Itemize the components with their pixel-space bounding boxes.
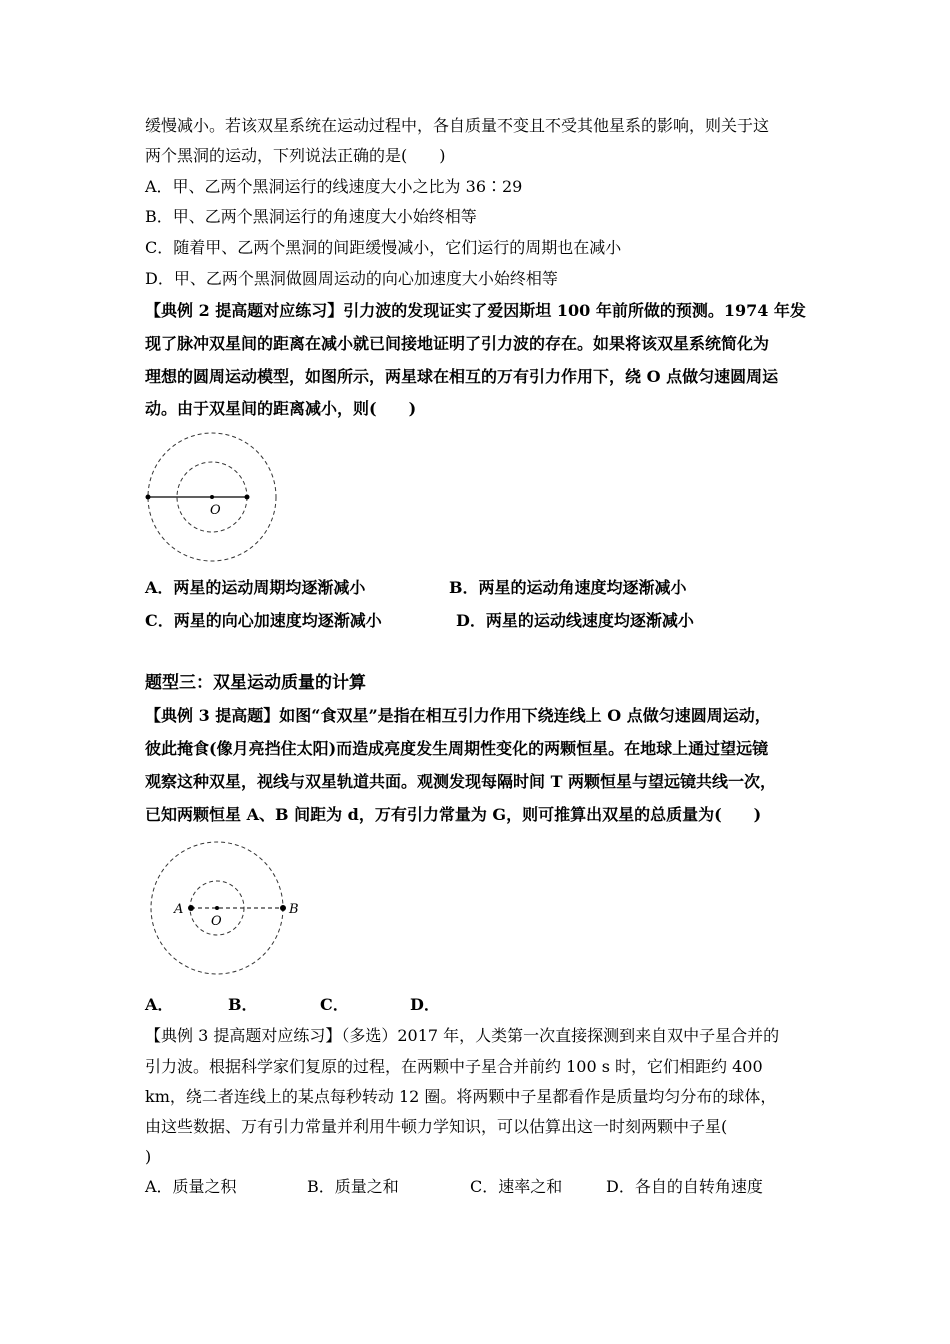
star-b-label: B	[289, 902, 299, 917]
q4-option-b: B．质量之和	[307, 1177, 399, 1196]
q3-eclipsing-binary-diagram	[145, 838, 315, 980]
star-a-dot	[188, 905, 194, 911]
star-a-label: A	[174, 902, 184, 917]
q2-stem-line-3: 理想的圆周运动模型，如图所示，两星球在相互的万有引力作用下，绕 O 点做匀速圆周运	[145, 367, 779, 386]
q3-option-d: D．	[410, 995, 440, 1014]
q1-option-d: D．甲、乙两个黑洞做圆周运动的向心加速度大小始终相等	[145, 269, 558, 288]
q4-option-c: C．速率之和	[470, 1177, 563, 1196]
star-left-dot	[146, 495, 151, 500]
q2-stem-line-1: 【典例 2 提高题对应练习】引力波的发现证实了爱因斯坦 100 年前所做的预测。1974 年发	[145, 301, 806, 320]
q4-stem-line-5: )	[145, 1147, 152, 1166]
q2-stem-line-2: 现了脉冲双星间的距离在减小就已间接地证明了引力波的存在。如果将该双星系统简化为	[145, 334, 770, 353]
q3-stem-line-4: 已知两颗恒星 A、B 间距为 d，万有引力常量为 G，则可推算出双星的总质量为( )	[145, 805, 762, 824]
q3-option-b: B．	[228, 995, 258, 1014]
q3-option-a: A．	[145, 995, 174, 1014]
star-right-dot	[245, 495, 250, 500]
q4-stem-line-4: 由这些数据、万有引力常量并利用牛顿力学知识，可以估算出这一时刻两颗中子星(	[145, 1117, 728, 1136]
center-o-label: O	[210, 503, 221, 518]
q4-option-a: A．质量之积	[145, 1177, 237, 1196]
q1-stem-line-1: 缓慢减小。若该双星系统在运动过程中，各自质量不变且不受其他星系的影响，则关于这	[145, 116, 770, 135]
q3-option-c: C．	[320, 995, 349, 1014]
q2-option-d: D．两星的运动线速度均逐渐减小	[456, 611, 694, 630]
q4-stem-line-1: 【典例 3 提高题对应练习】（多选）2017 年，人类第一次直接探测到来自双中子星合并的	[145, 1026, 780, 1045]
q4-option-d: D．各自的自转角速度	[606, 1177, 763, 1196]
q1-option-a: A．甲、乙两个黑洞运行的线速度大小之比为 36∶29	[145, 177, 523, 196]
q4-stem-line-2: 引力波。根据科学家们复原的过程，在两颗中子星合并前约 100 s 时，它们相距约 400	[145, 1057, 763, 1076]
q1-option-c: C．随着甲、乙两个黑洞的间距缓慢减小，它们运行的周期也在减小	[145, 238, 622, 257]
q1-option-b: B．甲、乙两个黑洞运行的角速度大小始终相等	[145, 207, 477, 226]
q1-stem-line-2: 两个黑洞的运动，下列说法正确的是( )	[145, 146, 446, 165]
q3-stem-line-3: 观察这种双星，视线与双星轨道共面。观测发现每隔时间 T 两颗恒星与望远镜共线一次，	[145, 772, 777, 791]
q2-option-a: A．两星的运动周期均逐渐减小	[145, 578, 366, 597]
center-o-label: O	[211, 914, 222, 929]
center-o-dot	[215, 906, 219, 910]
q4-stem-line-3: km，绕二者连线上的某点每秒转动 12 圈。将两颗中子星都看作是质量均匀分布的球体，	[145, 1087, 777, 1106]
section-3-title: 题型三：双星运动质量的计算	[145, 673, 366, 693]
q2-stem-line-4: 动。由于双星间的距离减小，则( )	[145, 399, 417, 418]
center-o-dot	[210, 495, 214, 499]
q3-stem-line-2: 彼此掩食(像月亮挡住太阳)而造成亮度发生周期性变化的两颗恒星。在地球上通过望远镜	[145, 739, 769, 758]
star-b-dot	[280, 905, 286, 911]
q2-option-c: C．两星的向心加速度均逐渐减小	[145, 611, 382, 630]
q3-stem-line-1: 【典例 3 提高题】如图“食双星”是指在相互引力作用下绕连线上 O 点做匀速圆周运动，	[145, 706, 771, 725]
q2-orbit-diagram	[140, 428, 285, 568]
q2-option-b: B．两星的运动角速度均逐渐减小	[449, 578, 687, 597]
